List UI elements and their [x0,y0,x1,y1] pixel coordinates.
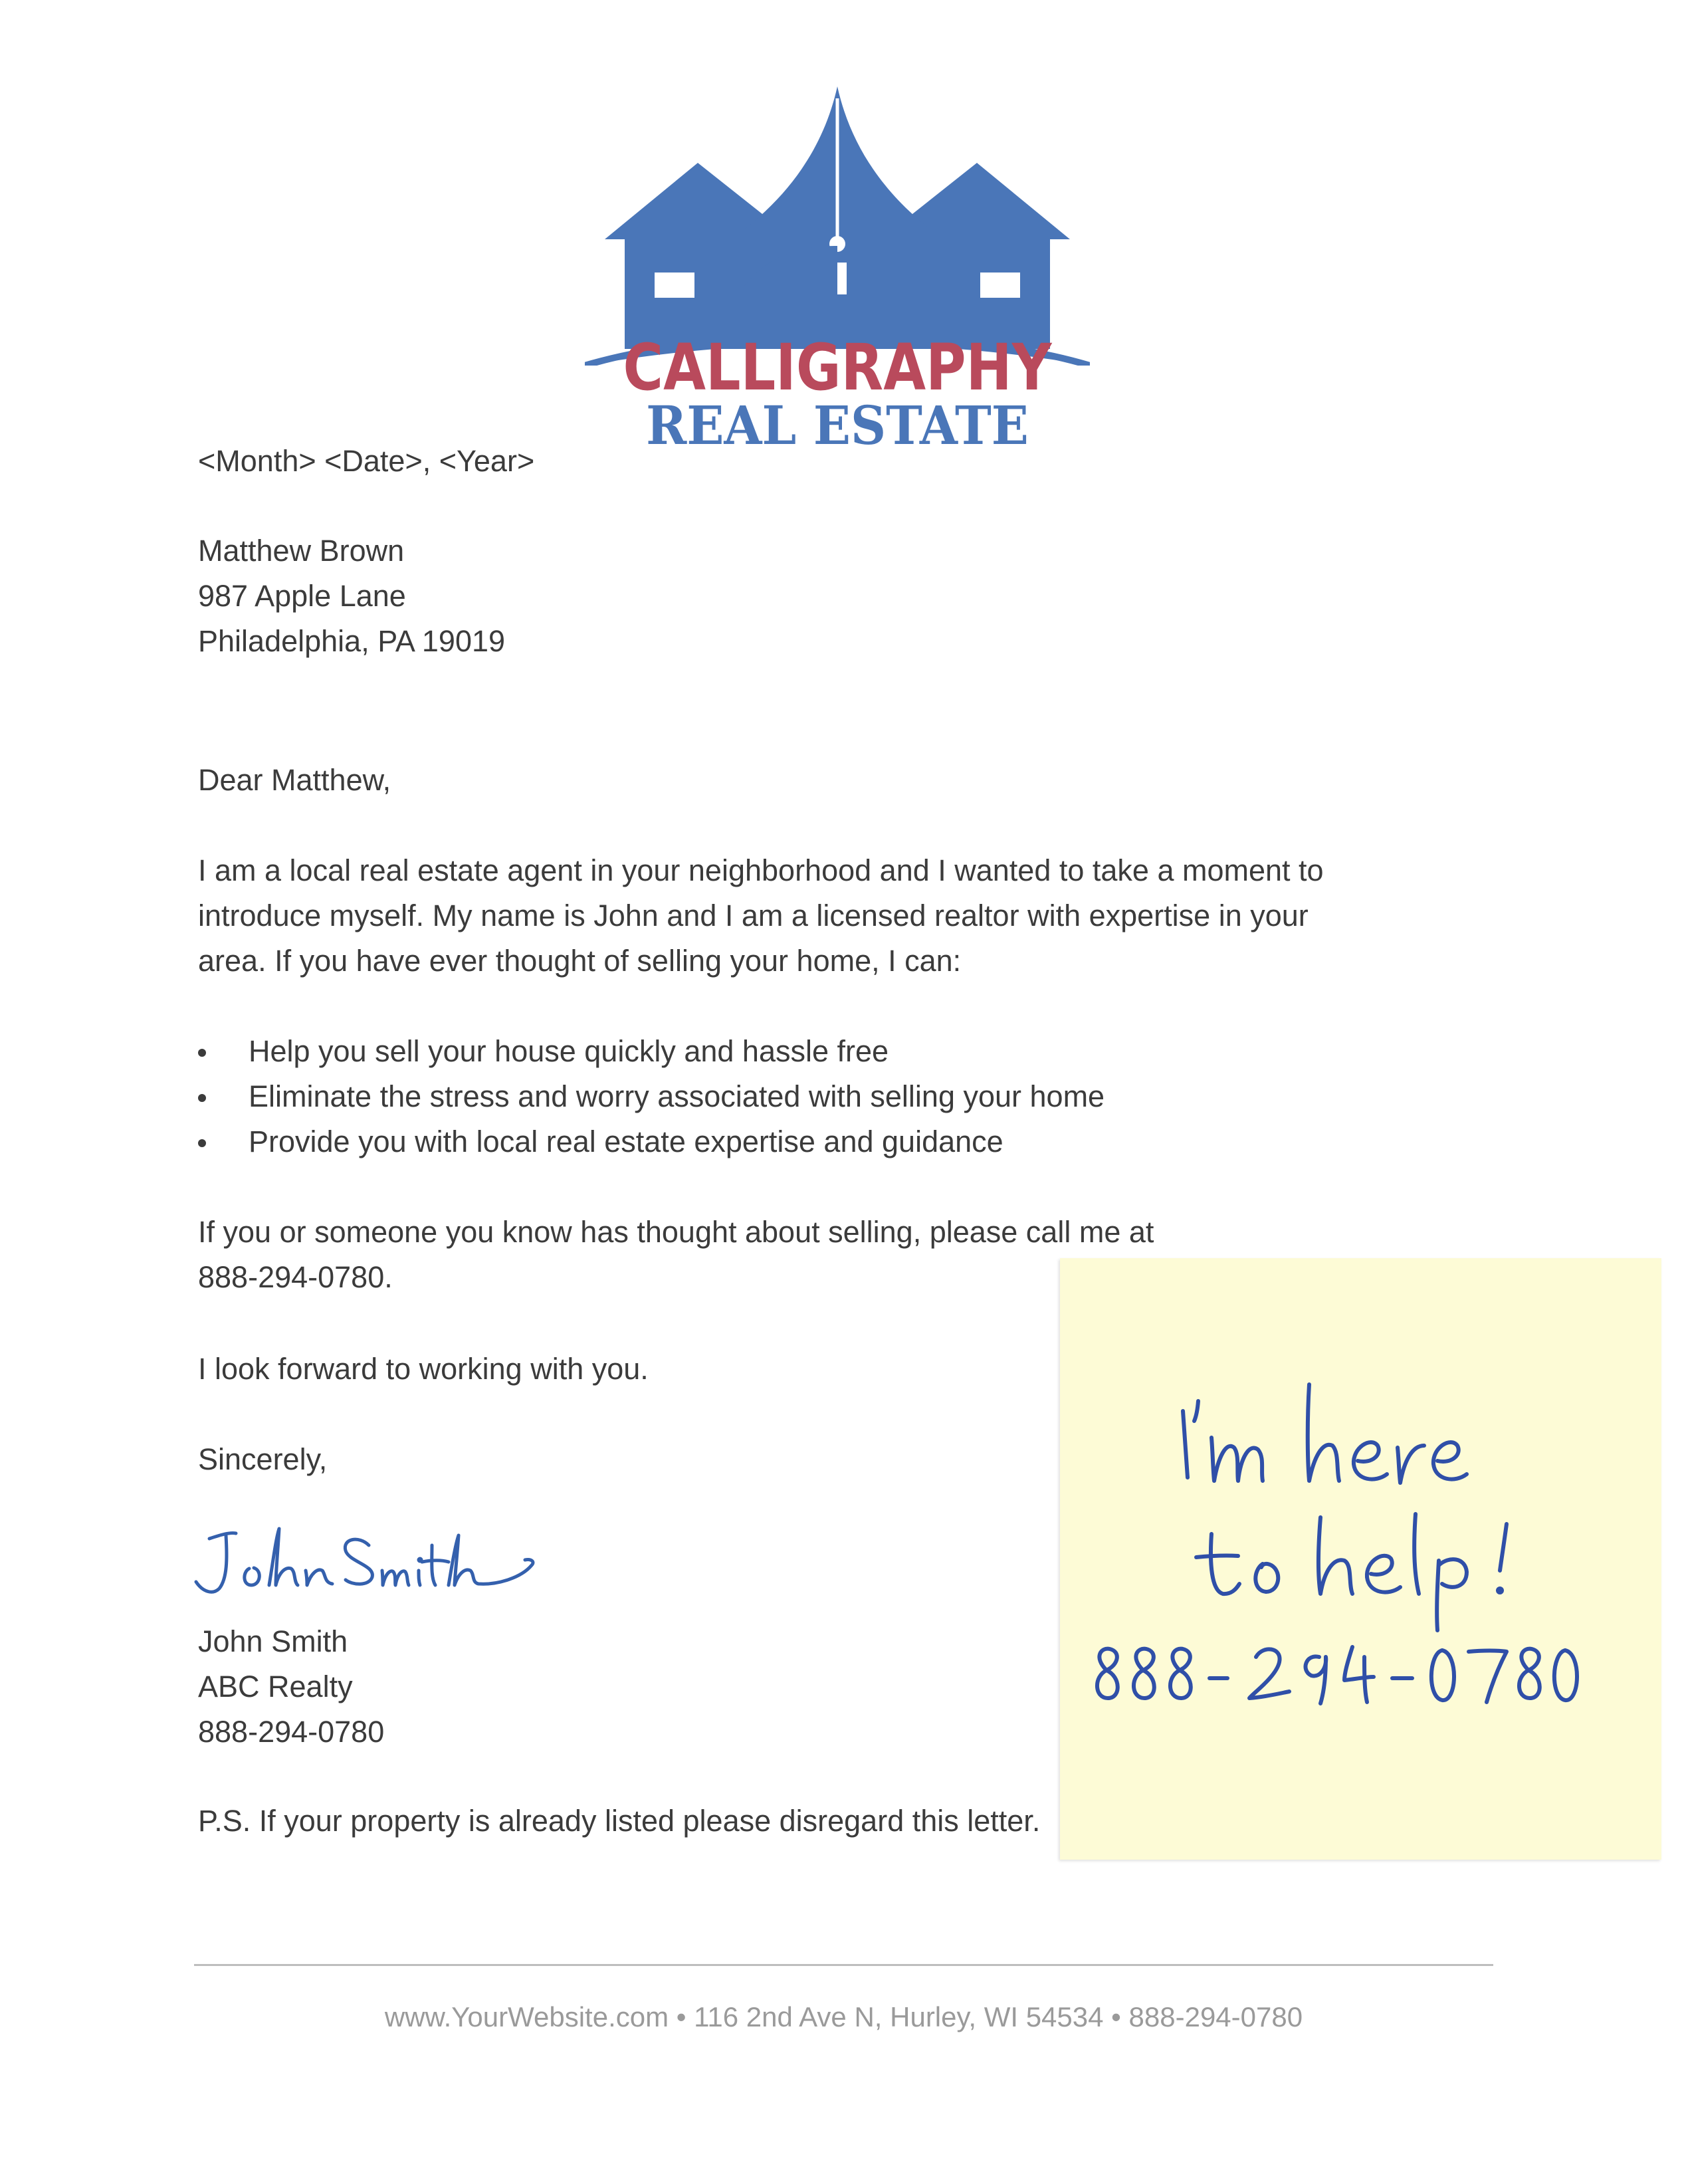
bullet-icon [198,1049,206,1057]
footer-divider [194,1964,1493,1966]
handwritten-signature [179,1499,538,1612]
list-item [198,1119,1105,1164]
footer-contact: www.YourWebsite.com • 116 2nd Ave N, Hurley, WI 54534 • 888-294-0780 [384,2001,1303,2032]
sender-block [198,1619,384,1755]
postscript: P.S. If your property is already listed please disregard this letter. [198,1804,1041,1838]
list-item-text: Help you sell your house quickly and hassle free [249,1034,889,1068]
forward-paragraph: I look forward to working with you. [198,1352,649,1386]
salutation: Dear Matthew, [198,763,391,797]
list-item-text: Eliminate the stress and worry associated with selling your home [249,1079,1105,1113]
company-logo [585,86,1090,459]
sticky-note-handwriting [1060,1258,1661,1860]
bullet-icon [198,1094,206,1102]
bullet-icon [198,1139,206,1147]
sender-company: ABC Realty [198,1670,353,1703]
brand-name-line2: REAL ESTATE [646,394,1029,457]
intro-paragraph [198,848,1324,984]
recipient-street: 987 Apple Lane [198,579,406,613]
intro-line: introduce myself. My name is John and I am a licensed realtor with expertise in your [198,899,1309,932]
recipient-address [198,528,505,664]
letter-date: <Month> <Date>, <Year> [198,444,535,478]
closing: Sincerely, [198,1442,328,1476]
call-paragraph [198,1210,1154,1300]
intro-line: area. If you have ever thought of selling your home, I can: [198,944,962,978]
services-list [198,1029,1105,1164]
list-item [198,1029,1105,1074]
house-pen-nib-logo-icon [585,86,1090,366]
call-line: 888-294-0780. [198,1260,393,1294]
call-line: If you or someone you know has thought about selling, please call me at [198,1215,1154,1249]
sticky-note [1060,1258,1661,1860]
list-item [198,1074,1105,1119]
list-item-text: Provide you with local real estate expertise and guidance [249,1125,1003,1158]
brand-name-line1: CALLIGRAPHY [623,330,1052,405]
recipient-name: Matthew Brown [198,534,405,568]
sender-phone: 888-294-0780 [198,1715,385,1749]
intro-line: I am a local real estate agent in your neighborhood and I wanted to take a moment to [198,853,1324,887]
recipient-city: Philadelphia, PA 19019 [198,624,506,658]
sender-name: John Smith [198,1624,348,1658]
